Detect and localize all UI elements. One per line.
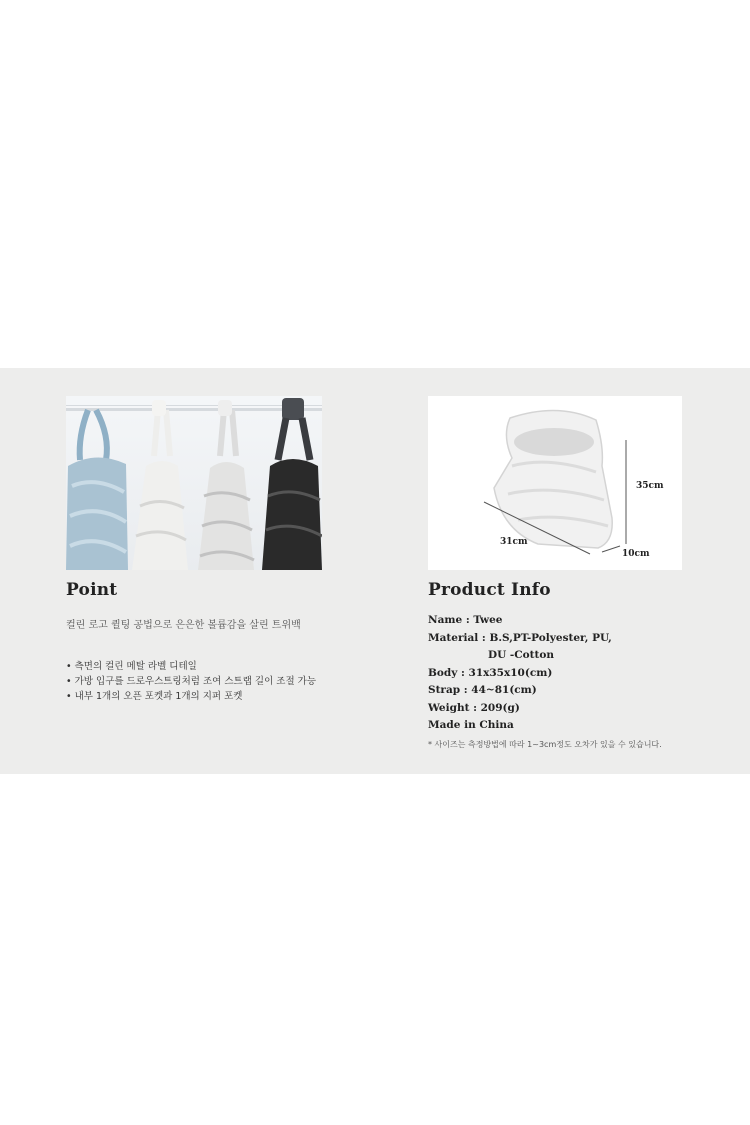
point-bullet-list xyxy=(66,659,324,704)
point-section xyxy=(66,396,324,704)
spec-material: Material : B.S,PT-Polyester, PU, xyxy=(428,631,612,644)
product-spec-list xyxy=(428,612,688,735)
spec-strap: Strap : 44~81(cm) xyxy=(428,684,537,696)
spec-body: Body : 31x35x10(cm) xyxy=(428,666,553,679)
size-diagram xyxy=(428,396,682,570)
point-bullet: • 내부 1개의 오픈 포켓과 1개의 지퍼 포켓 xyxy=(66,691,243,702)
width-label: 31cm xyxy=(500,537,528,547)
product-info-title: Product Info xyxy=(428,580,551,600)
spec-made-in: Made in China xyxy=(428,719,514,731)
height-label: 35cm xyxy=(636,481,664,491)
spec-name: Name : Twee xyxy=(428,614,503,626)
point-bullet: • 가방 입구를 드로우스트링처럼 조여 스트랩 길이 조절 가능 xyxy=(66,676,317,687)
bags-on-rail-photo xyxy=(66,396,322,570)
bag-illustration xyxy=(494,410,612,548)
point-description: 컬린 로고 퀼팅 공법으로 은은한 볼륨감을 살린 트위백 xyxy=(66,620,301,631)
point-bullet: • 측면의 컬린 메탈 라벨 디테일 xyxy=(66,661,197,672)
size-note: * 사이즈는 측정방법에 따라 1~3cm정도 오차가 있을 수 있습니다. xyxy=(428,739,662,749)
spec-material-continued: DU -Cotton xyxy=(488,649,554,661)
spec-weight: Weight : 209(g) xyxy=(428,701,520,714)
point-title: Point xyxy=(66,580,118,600)
depth-label: 10cm xyxy=(622,549,650,559)
product-info-section xyxy=(428,396,688,750)
